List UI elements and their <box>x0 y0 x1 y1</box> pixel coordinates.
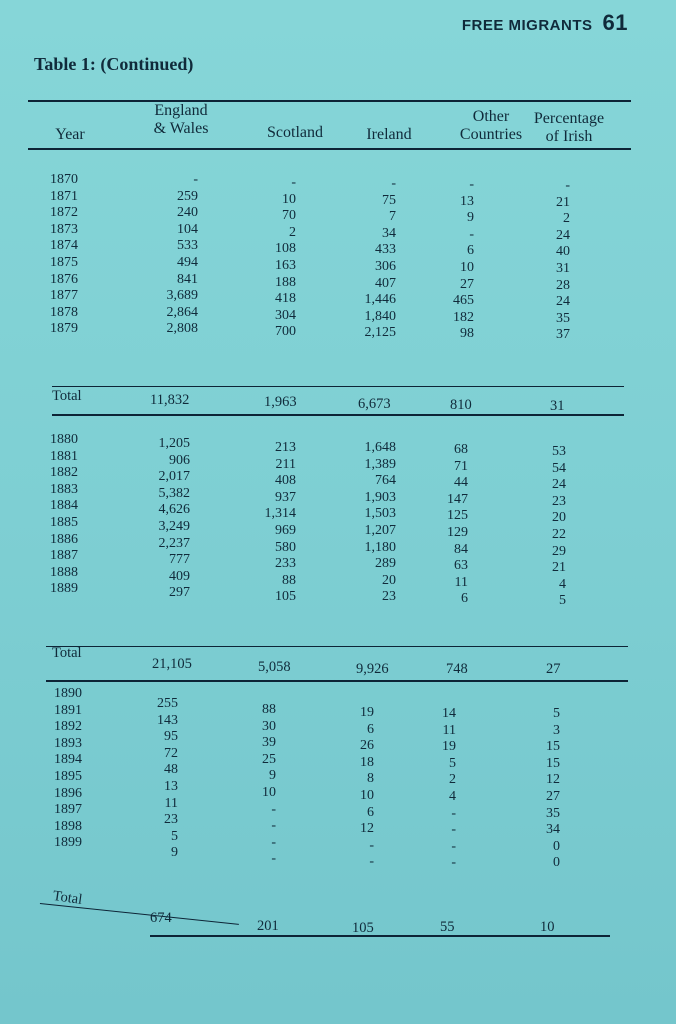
table-cell: 1872 <box>50 205 78 221</box>
header-percentage-line1: Percentage <box>533 110 605 127</box>
table-cell: 24 <box>552 477 566 493</box>
table-cell: 143 <box>157 712 178 728</box>
table-cell: 1879 <box>50 321 78 337</box>
table-cell: 2 <box>563 211 570 227</box>
block-1870s-scotland <box>250 175 296 341</box>
header-england-wales-line1: England <box>154 102 208 119</box>
table-cell: 259 <box>177 188 198 204</box>
table-cell: 1880 <box>50 432 78 447</box>
table-cell: 23 <box>164 812 178 828</box>
table-cell: 1899 <box>54 835 82 851</box>
table-cell: 407 <box>375 275 396 291</box>
table-cell: 937 <box>275 489 296 505</box>
table-cell: 1895 <box>54 768 82 784</box>
table-caption: Table 1: (Continued) <box>34 54 194 74</box>
table-cell: 2,864 <box>166 304 198 320</box>
table-cell: 8 <box>367 771 374 787</box>
table-cell: 580 <box>275 539 296 555</box>
table-cell: 4,626 <box>158 502 190 518</box>
table-cell: 969 <box>275 522 296 538</box>
table-cell: 700 <box>275 324 296 340</box>
table-cell: 71 <box>454 458 468 474</box>
header-ireland: Ireland <box>366 126 412 143</box>
table-cell: 1885 <box>50 514 78 530</box>
table-cell: 104 <box>177 221 198 237</box>
table-cell: 10 <box>460 259 474 275</box>
table-cell: 9 <box>269 768 276 784</box>
table-cell: 11 <box>442 722 456 738</box>
table-cell: 20 <box>382 572 396 588</box>
table-cell: 84 <box>454 541 468 557</box>
table-cell: 88 <box>282 572 296 588</box>
block-1870s-ireland <box>340 176 396 342</box>
table-cell: - <box>451 822 456 838</box>
table-cell: 1876 <box>50 271 78 287</box>
block-1880s-scotland <box>250 440 296 606</box>
table-cell: 289 <box>375 556 396 572</box>
block-1870s-percentage <box>540 178 570 344</box>
table-cell: 6 <box>461 591 468 607</box>
table-cell: 108 <box>275 241 296 257</box>
table-cell: 23 <box>382 589 396 605</box>
table-cell: 19 <box>360 705 374 720</box>
table-cell: - <box>291 175 296 190</box>
table-cell: 18 <box>360 754 374 770</box>
block-1890s-scotland <box>250 702 276 868</box>
page-number: 61 <box>602 10 628 35</box>
table-cell: 95 <box>164 729 178 745</box>
table-cell: 34 <box>546 822 560 838</box>
table-cell: 408 <box>275 473 296 489</box>
header-bottom-rule <box>28 148 631 150</box>
table-cell: 14 <box>442 706 456 721</box>
block-1890s-other <box>430 706 456 872</box>
header-other-line1: Other <box>472 108 510 125</box>
table-cell: 54 <box>552 460 566 476</box>
table-cell: 35 <box>546 805 560 821</box>
total-label-1880s: Total <box>52 645 82 661</box>
table-cell: 240 <box>177 205 198 221</box>
table-cell: 188 <box>275 274 296 290</box>
table-cell: 1897 <box>54 802 82 818</box>
table-cell: 129 <box>447 524 468 540</box>
table-cell: 1873 <box>50 221 78 237</box>
table-cell: 533 <box>177 238 198 254</box>
table-cell: 1892 <box>54 719 82 735</box>
block-1870s-england-wales <box>140 172 198 338</box>
table-cell: 13 <box>164 778 178 794</box>
table-cell: 409 <box>169 568 190 584</box>
table-cell: 21 <box>552 560 566 576</box>
table-cell: - <box>469 226 474 242</box>
table-cell: - <box>451 855 456 871</box>
table-cell: 1878 <box>50 304 78 320</box>
table-cell: 3,249 <box>158 518 190 534</box>
total-scotland-1880s: 5,058 <box>258 659 291 675</box>
block-1880s-other <box>430 442 468 608</box>
block-1870s-other <box>430 177 474 343</box>
block-1890s-percentage <box>540 706 560 872</box>
table-cell: 465 <box>453 293 474 309</box>
table-cell: 1890 <box>54 686 82 701</box>
table-cell: 5,382 <box>158 485 190 501</box>
table-cell: 6 <box>367 721 374 737</box>
block-1870s-years <box>50 172 78 338</box>
table-cell: 29 <box>552 543 566 559</box>
table-cell: 40 <box>556 244 570 260</box>
table-cell: 27 <box>460 276 474 292</box>
table-cell: 2 <box>289 224 296 240</box>
table-cell: 21 <box>556 194 570 210</box>
total-ireland-1890s: 105 <box>352 920 374 936</box>
table-cell: 777 <box>169 552 190 568</box>
table-cell: - <box>271 818 276 834</box>
block-1880s-england-wales <box>140 436 190 602</box>
table-cell: 433 <box>375 242 396 258</box>
table-cell: 24 <box>556 227 570 243</box>
table-cell: 2 <box>449 772 456 788</box>
table-cell: 906 <box>169 452 190 468</box>
table-cell: 63 <box>454 558 468 574</box>
block-1890s-england-wales <box>140 696 178 862</box>
table-cell: 1,840 <box>364 308 396 324</box>
table-cell: 2,017 <box>158 469 190 485</box>
table-cell: 125 <box>447 508 468 524</box>
header-other-countries <box>448 108 534 144</box>
running-head <box>462 10 628 36</box>
table-cell: 3,689 <box>166 288 198 304</box>
table-cell: 1887 <box>50 548 78 564</box>
table-cell: 1,903 <box>364 489 396 505</box>
table-cell: 1882 <box>50 465 78 481</box>
table-cell: 25 <box>262 751 276 767</box>
table-cell: 10 <box>262 784 276 800</box>
table-cell: 5 <box>553 706 560 721</box>
table-cell: 37 <box>556 327 570 343</box>
block-1880s-ireland <box>340 440 396 606</box>
table-cell: 1891 <box>54 702 82 718</box>
table-cell: 4 <box>449 788 456 804</box>
total-rule-bottom-1870s <box>52 414 624 416</box>
table-cell: 19 <box>442 739 456 755</box>
table-cell: 10 <box>282 191 296 207</box>
block-1890s-years <box>54 686 82 852</box>
table-cell: 1,503 <box>364 506 396 522</box>
block-1880s-years <box>50 432 78 598</box>
table-cell: 39 <box>262 735 276 751</box>
table-cell: 9 <box>171 845 178 861</box>
table-cell: 1893 <box>54 735 82 751</box>
table-cell: 0 <box>553 838 560 854</box>
table-cell: 764 <box>375 473 396 489</box>
table-cell: 211 <box>275 456 296 472</box>
table-cell: 0 <box>553 855 560 871</box>
table-cell: 1,207 <box>364 522 396 538</box>
table-cell: 1,180 <box>364 539 396 555</box>
total-rule-bottom-1880s <box>46 680 628 682</box>
table-cell: 48 <box>164 762 178 778</box>
table-cell: - <box>271 834 276 850</box>
table-cell: 23 <box>552 493 566 509</box>
table-cell: 3 <box>553 722 560 738</box>
table-cell: 22 <box>552 526 566 542</box>
table-cell: 6 <box>467 243 474 259</box>
table-cell: 1,314 <box>264 506 296 522</box>
total-ireland-1880s: 9,926 <box>356 661 389 677</box>
table-cell: - <box>391 176 396 191</box>
total-england-wales-1870s: 11,832 <box>150 392 190 408</box>
header-scotland: Scotland <box>267 124 323 141</box>
table-cell: 31 <box>556 260 570 276</box>
table-cell: 10 <box>360 787 374 803</box>
table-cell: 147 <box>447 491 468 507</box>
total-scotland-1890s: 201 <box>257 918 279 934</box>
table-cell: - <box>271 851 276 867</box>
header-year: Year <box>55 126 85 143</box>
table-cell: 182 <box>453 309 474 325</box>
table-cell: 2,808 <box>166 321 198 337</box>
block-1890s-ireland <box>340 705 374 871</box>
table-cell: 75 <box>382 192 396 208</box>
total-rule-top-1890s <box>40 903 239 925</box>
table-cell: 1870 <box>50 172 78 187</box>
table-cell: 233 <box>275 556 296 572</box>
table-cell: 2,237 <box>158 535 190 551</box>
total-label-1870s: Total <box>52 388 82 404</box>
table-cell: 1898 <box>54 818 82 834</box>
table-cell: 15 <box>546 755 560 771</box>
total-percentage-1890s: 10 <box>540 919 555 935</box>
total-label-1890s: Total <box>51 888 84 908</box>
table-cell: 9 <box>467 210 474 226</box>
table-cell: 213 <box>275 440 296 455</box>
total-ireland-1870s: 6,673 <box>358 396 391 412</box>
table-cell: - <box>271 801 276 817</box>
table-cell: 1,648 <box>364 440 396 455</box>
table-cell: 11 <box>454 574 468 590</box>
table-cell: 72 <box>164 745 178 761</box>
table-cell: 2,125 <box>364 325 396 341</box>
total-rule-top-1870s <box>52 386 624 387</box>
table-cell: 1884 <box>50 498 78 514</box>
table-cell: 5 <box>449 755 456 771</box>
header-percentage <box>524 110 614 146</box>
table-cell: 7 <box>389 209 396 225</box>
total-percentage-1880s: 27 <box>546 661 561 677</box>
table-cell: 304 <box>275 307 296 323</box>
total-rule-top-1880s <box>46 646 628 647</box>
table-cell: 1881 <box>50 448 78 464</box>
table-cell: 1889 <box>50 581 78 597</box>
total-other-1890s: 55 <box>440 919 455 935</box>
table-cell: 1896 <box>54 785 82 801</box>
table-cell: 306 <box>375 258 396 274</box>
table-cell: - <box>565 178 570 193</box>
table-cell: 28 <box>556 277 570 293</box>
header-percentage-line2: of Irish <box>545 128 593 145</box>
table-cell: 1883 <box>50 481 78 497</box>
header-england-wales <box>140 102 222 138</box>
table-cell: 30 <box>262 718 276 734</box>
total-england-wales-1880s: 21,105 <box>152 656 192 672</box>
table-cell: 70 <box>282 208 296 224</box>
table-cell: 15 <box>546 739 560 755</box>
table-cell: 1894 <box>54 752 82 768</box>
table-cell: 13 <box>460 193 474 209</box>
header-top-rule <box>28 100 631 102</box>
header-other-line2: Countries <box>459 126 523 143</box>
table-cell: 24 <box>556 294 570 310</box>
table-cell: 12 <box>360 821 374 837</box>
table-cell: 1871 <box>50 188 78 204</box>
table-cell: 98 <box>460 326 474 342</box>
table-cell: 105 <box>275 589 296 605</box>
table-cell: 5 <box>559 593 566 609</box>
header-england-wales-line2: & Wales <box>153 120 209 137</box>
running-head-title: FREE MIGRANTS <box>461 17 593 34</box>
table-cell: 20 <box>552 510 566 526</box>
table-cell: 11 <box>164 795 178 811</box>
total-england-wales-1890s: 674 <box>150 910 172 926</box>
total-percentage-1870s: 31 <box>550 398 565 414</box>
total-scotland-1870s: 1,963 <box>264 394 297 410</box>
table-cell: 255 <box>157 696 178 711</box>
total-other-1870s: 810 <box>450 397 472 413</box>
table-cell: 12 <box>546 772 560 788</box>
table-cell: 1,446 <box>364 292 396 308</box>
table-cell: 163 <box>275 257 296 273</box>
table-cell: 418 <box>275 291 296 307</box>
table-cell: 1,205 <box>158 436 190 451</box>
table-cell: - <box>451 805 456 821</box>
table-cell: 1,389 <box>364 456 396 472</box>
table-cell: 1888 <box>50 564 78 580</box>
table-cell: 1874 <box>50 238 78 254</box>
table-cell: 35 <box>556 310 570 326</box>
table-cell: 1877 <box>50 288 78 304</box>
table-cell: 26 <box>360 738 374 754</box>
table-cell: - <box>469 177 474 192</box>
table-cell: - <box>451 838 456 854</box>
table-cell: 53 <box>552 444 566 459</box>
total-rule-bottom-1890s <box>150 935 610 937</box>
table-cell: 841 <box>177 271 198 287</box>
table-cell: 494 <box>177 254 198 270</box>
table-cell: - <box>369 854 374 870</box>
table-cell: 27 <box>546 788 560 804</box>
table-cell: - <box>193 172 198 187</box>
table-cell: 1875 <box>50 254 78 270</box>
table-cell: 68 <box>454 442 468 457</box>
table-cell: 88 <box>262 702 276 717</box>
block-1880s-percentage <box>540 444 566 610</box>
table-cell: 297 <box>169 585 190 601</box>
total-other-1880s: 748 <box>446 661 468 677</box>
table-cell: 44 <box>454 475 468 491</box>
table-cell: 6 <box>367 804 374 820</box>
table-cell: 5 <box>171 828 178 844</box>
table-cell: - <box>369 837 374 853</box>
table-cell: 1886 <box>50 531 78 547</box>
table-cell: 34 <box>382 225 396 241</box>
table-cell: 4 <box>559 576 566 592</box>
